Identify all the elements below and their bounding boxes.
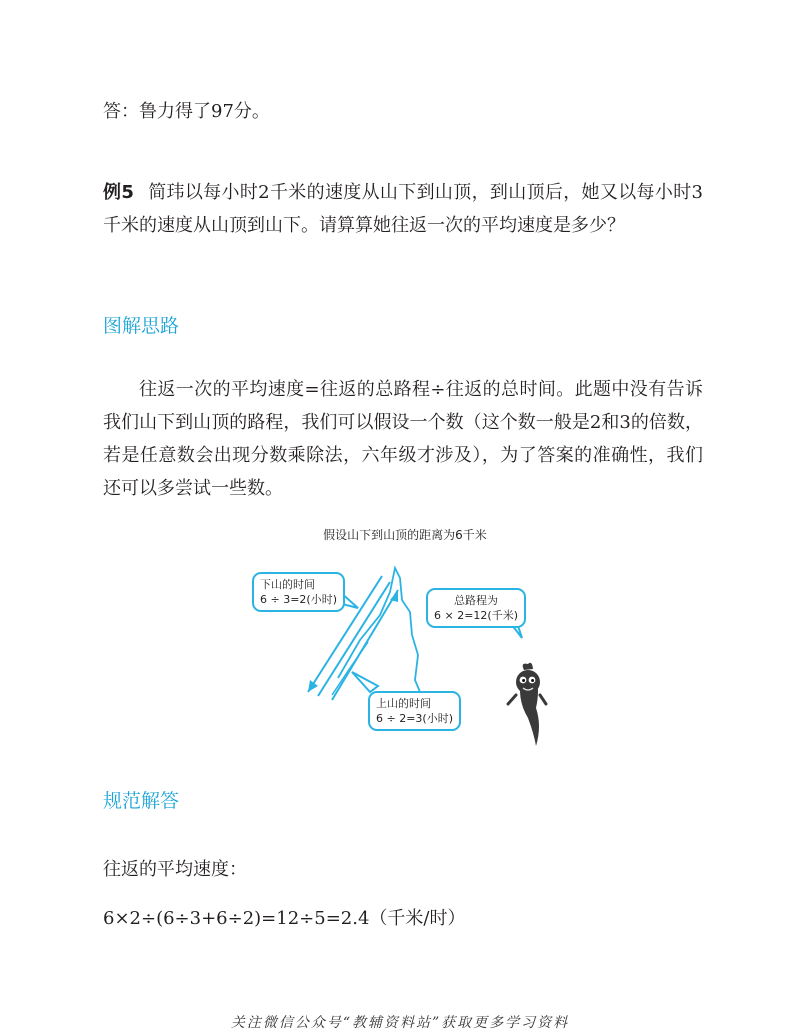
up-arrowhead [390, 590, 398, 602]
example-label: 例5 [103, 182, 134, 203]
example-problem [103, 176, 703, 242]
solution-line-1: 往返的平均速度： [103, 859, 247, 880]
bubble-total-line1: 总路程为 [454, 594, 498, 607]
example-text: 简玮以每小时2千米的速度从山下到山顶，到山顶后，她又以每小时3千米的速度从山顶到山下。请算算她往返一次的平均速度是多少？ [103, 182, 703, 236]
bubble-up-tail [352, 672, 378, 692]
bubble-down-time [252, 572, 345, 612]
bubble-up-time [368, 691, 461, 731]
bubble-total-distance [426, 588, 526, 628]
bubble-down-line1: 下山的时间 [260, 578, 315, 591]
section-heading-diagram: 图解思路 [103, 315, 180, 337]
footer-watermark: 关注微信公众号“教辅资料站”获取更多学习资料 [230, 1015, 570, 1031]
answer-line: 答：鲁力得了97分。 [103, 101, 270, 122]
figure-title: 假设山下到山顶的距离为6千米 [323, 528, 487, 542]
bubble-down-line2: 6 ÷ 3=2(小时) [260, 593, 338, 606]
explanation-paragraph: 往返一次的平均速度=往返的总路程÷往返的总时间。此题中没有告诉我们山下到山顶的路程，我们可以假设一个数（这个数一般是2和3的倍数，若是任意数会出现分数乘除法，六年级才涉及），为了答案的准确性，我们还可以多尝试一些数。 [103, 379, 703, 499]
illustration [240, 520, 570, 750]
down-arrowhead [308, 680, 318, 692]
mountain-outline [338, 568, 420, 692]
bubble-up-line2: 6 ÷ 2=3(小时) [376, 712, 454, 725]
solution-line-2: 6×2÷(6÷3+6÷2)=12÷5=2.4（千米/时） [103, 908, 466, 929]
bubble-up-line1: 上山的时间 [376, 697, 431, 710]
mascot-icon [508, 663, 546, 746]
bubble-total-line2: 6 × 2=12(千米) [434, 609, 519, 622]
section-heading-solution: 规范解答 [103, 790, 180, 812]
